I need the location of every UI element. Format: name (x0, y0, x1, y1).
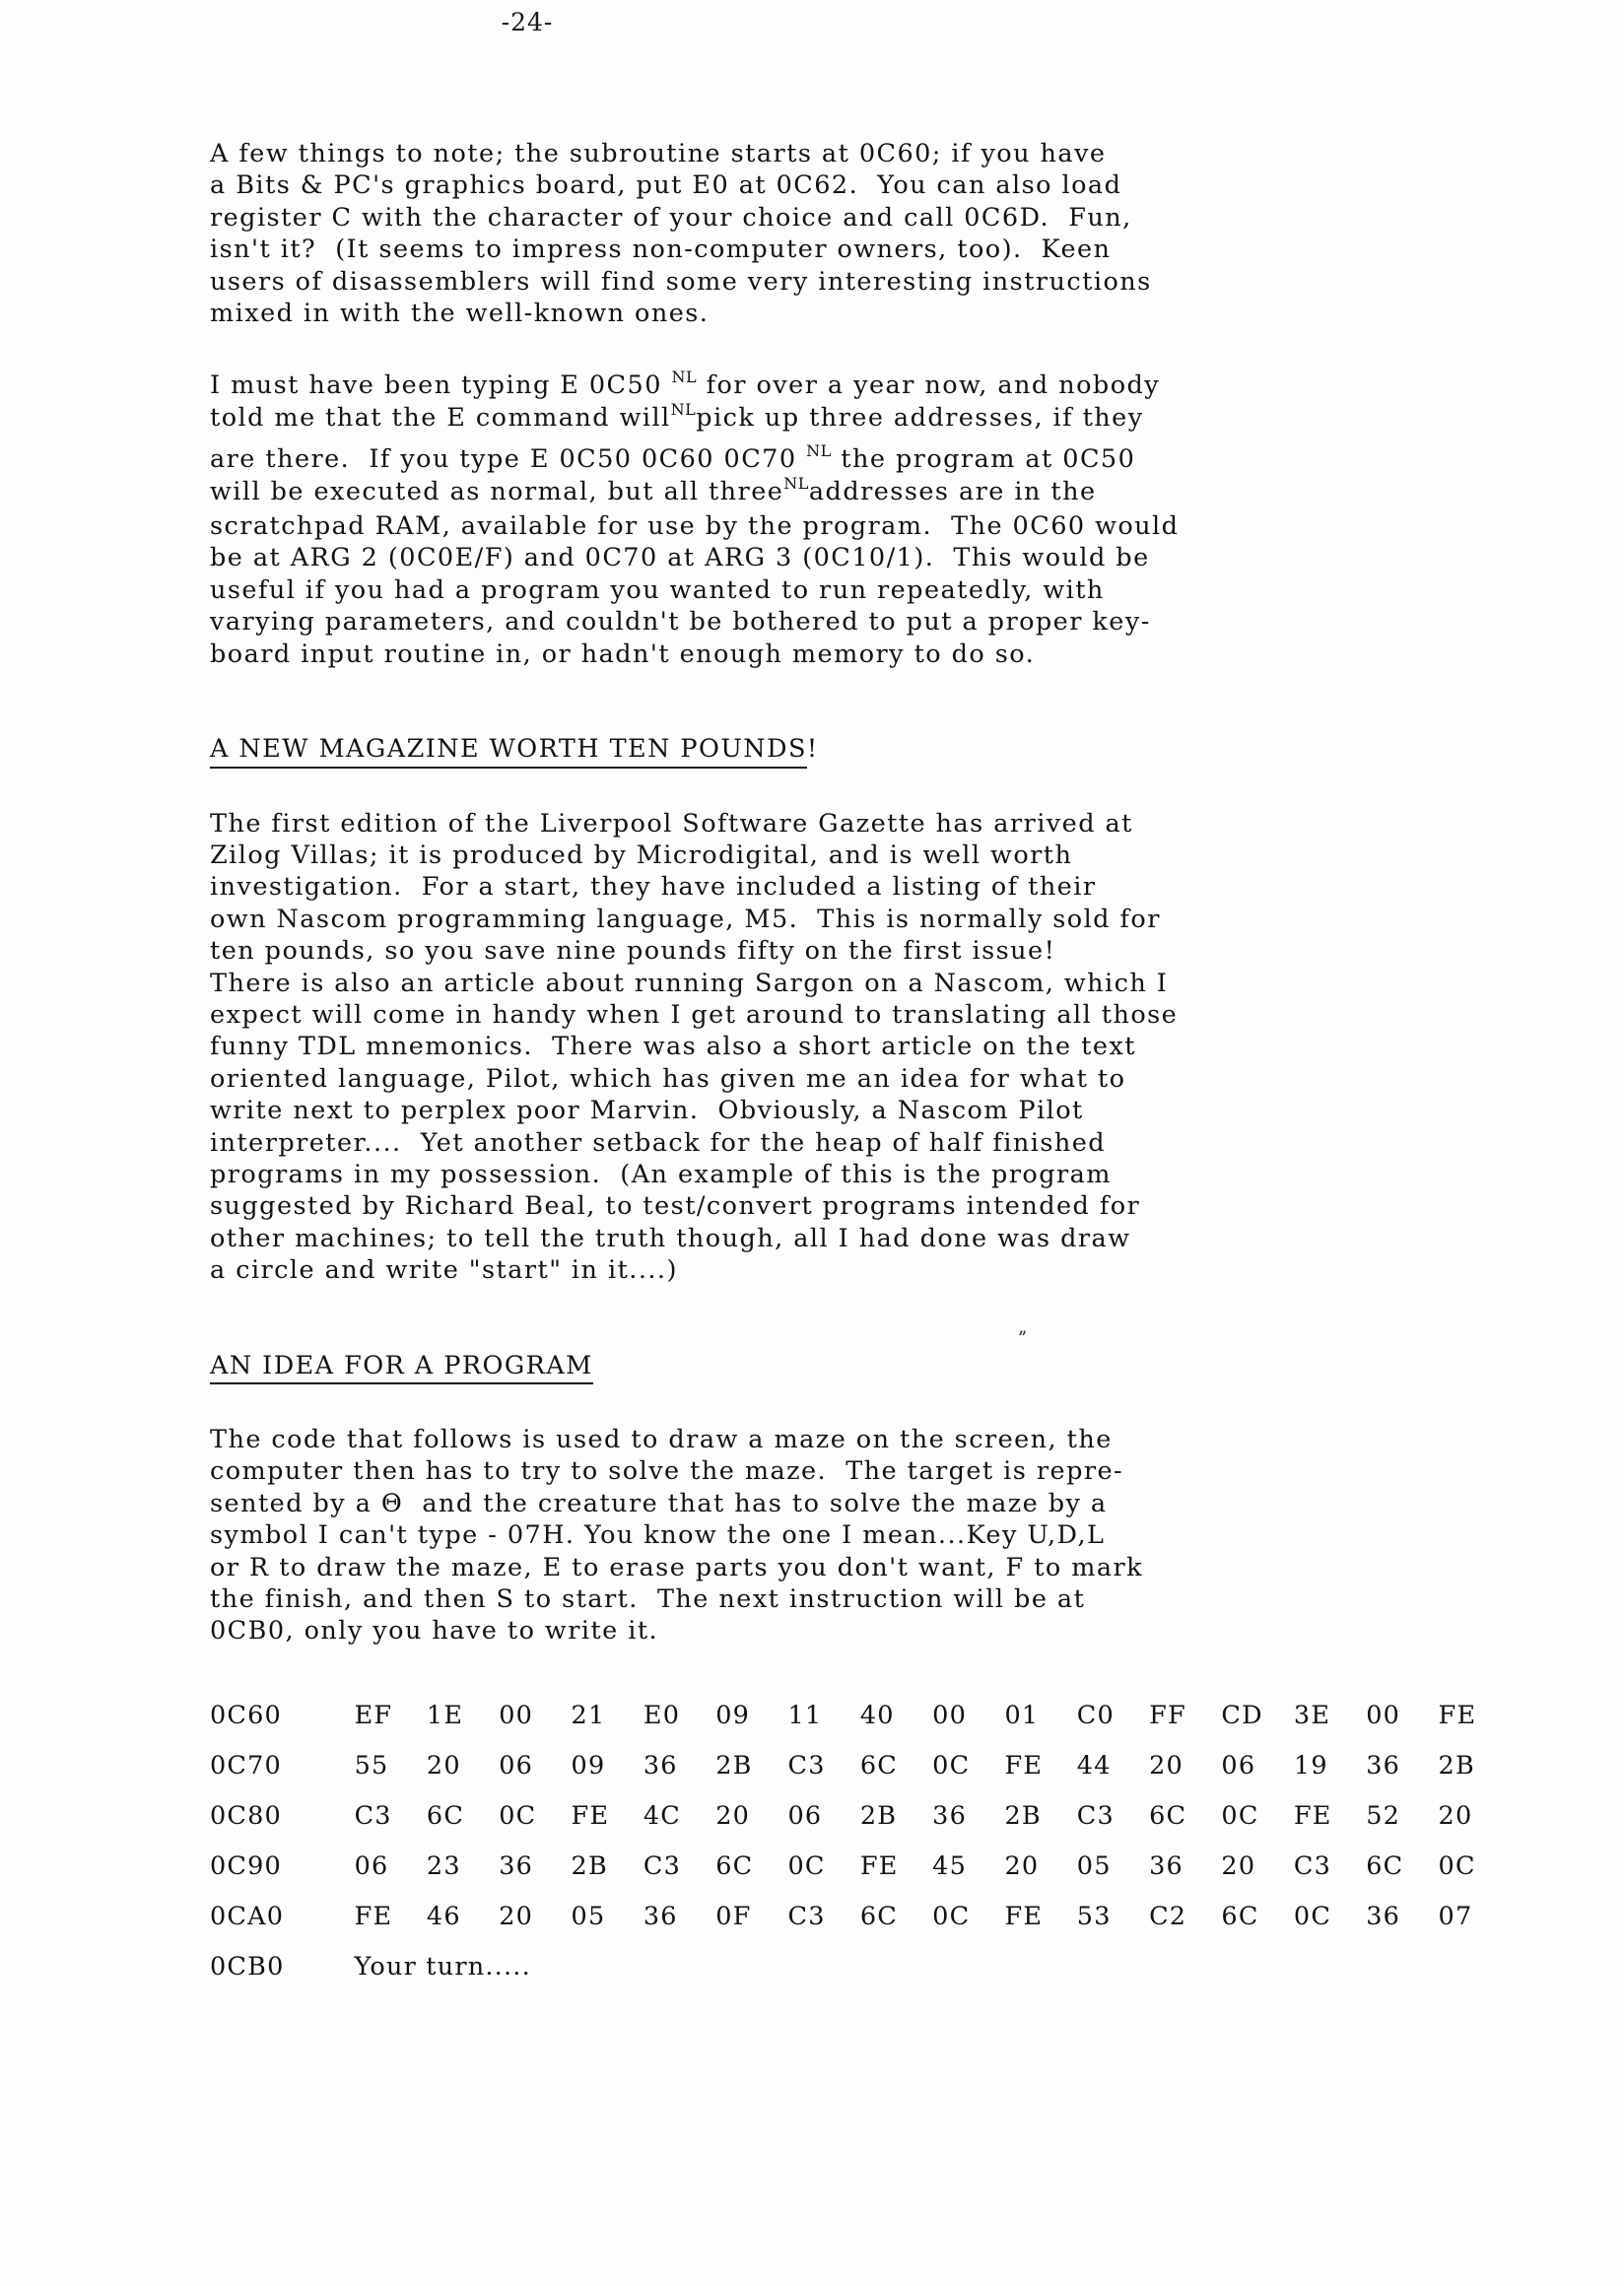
hexdump-byte: 36 (499, 1850, 534, 1881)
section-heading-program: AN IDEA FOR A PROGRAM (210, 1350, 593, 1384)
hexdump-byte: C3 (787, 1901, 826, 1931)
hexdump-byte: FF (1149, 1700, 1186, 1730)
paragraph-line-part: will be executed as normal, but all three (210, 476, 784, 506)
hexdump-byte: 2B (571, 1850, 608, 1881)
hexdump-byte: 20 (499, 1901, 534, 1931)
paragraph-line: or R to draw the maze, E to erase parts you don't want, F to mark (210, 1552, 1144, 1582)
hexdump-byte: 45 (932, 1850, 967, 1881)
paragraph-line: computer then has to try to solve the maze. The target is repre- (210, 1456, 1124, 1487)
hexdump-byte: 0C (499, 1800, 537, 1831)
hexdump-byte: 09 (571, 1750, 606, 1781)
hexdump-byte: C3 (354, 1800, 392, 1831)
hexdump-byte: 00 (932, 1700, 967, 1730)
paragraph-line: write next to perplex poor Marvin. Obviously, a Nascom Pilot (210, 1096, 1084, 1126)
hexdump-byte: 55 (354, 1750, 389, 1781)
table-row (210, 1952, 1511, 2002)
hexdump-byte: E0 (643, 1700, 681, 1730)
paragraph-line: symbol I can't type - 07H. You know the one I mean...Key U,D,L (210, 1520, 1106, 1551)
hexdump-byte: 0C (1293, 1901, 1332, 1931)
hexdump-byte: FE (1004, 1750, 1044, 1781)
paragraph-line-part: addresses are in the (808, 476, 1097, 506)
hexdump-byte: 0C (1438, 1850, 1476, 1881)
paragraph-e-command (210, 363, 1511, 670)
hexdump-byte: 6C (1366, 1850, 1404, 1881)
paragraph-line: useful if you had a program you wanted to run repeatedly, with (210, 574, 1105, 605)
hexdump-address: 0C70 (210, 1750, 282, 1781)
hexdump-byte: C3 (643, 1850, 682, 1881)
hexdump-byte: C2 (1149, 1901, 1187, 1931)
hexdump-byte: 44 (1076, 1750, 1112, 1781)
hexdump-byte: 21 (571, 1700, 606, 1730)
hexdump-byte: FE (859, 1850, 899, 1881)
hexdump-byte: 05 (571, 1901, 606, 1931)
hexdump-byte: 20 (1149, 1750, 1184, 1781)
paragraph-line: users of disassemblers will find some very interesting instructions (210, 266, 1152, 297)
paragraph-line: be at ARG 2 (0C0E/F) and 0C70 at ARG 3 (0C10/1). This would be (210, 543, 1150, 573)
paragraph-line: ten pounds, so you save nine pounds fifty on the first issue! (210, 936, 1056, 967)
paragraph-line: scratchpad RAM, available for use by the program. The 0C60 would (210, 511, 1180, 542)
hexdump-byte: 36 (1366, 1750, 1401, 1781)
hexdump-byte: 36 (932, 1800, 967, 1831)
hexdump-byte: 2B (1004, 1800, 1042, 1831)
hexdump-byte: 06 (354, 1850, 389, 1881)
hexdump-byte: C3 (1293, 1850, 1332, 1881)
page-number: -24- (501, 8, 554, 36)
hexdump-final-note: Your turn..... (354, 1951, 531, 1982)
hexdump-table (210, 1701, 1511, 2002)
paragraph-subroutine-notes (210, 138, 1511, 329)
hexdump-byte: 06 (499, 1750, 534, 1781)
hexdump-byte: 20 (1438, 1800, 1473, 1831)
paragraph-line: expect will come in handy when I get around to translating all those (210, 999, 1179, 1030)
paragraph-line: varying parameters, and couldn't be bothered to put a proper key- (210, 607, 1151, 638)
table-row (210, 1801, 1511, 1851)
hexdump-byte: 00 (1366, 1700, 1401, 1730)
table-row (210, 1851, 1511, 1902)
paragraph-maze-program (210, 1424, 1511, 1647)
paragraph-line: a Bits & PC's graphics board, put E0 at 0C62. You can also load (210, 170, 1122, 201)
hexdump-byte: C3 (1076, 1800, 1115, 1831)
paragraph-line: interpreter.... Yet another setback for the heap of half finished (210, 1127, 1107, 1158)
paragraph-line-part: for over a year now, and nobody (697, 370, 1161, 401)
hexdump-byte: 20 (426, 1750, 461, 1781)
hexdump-address: 0C60 (210, 1700, 282, 1730)
hexdump-byte: 0C (1221, 1800, 1259, 1831)
hexdump-byte: 6C (859, 1750, 898, 1781)
hexdump-byte: 00 (499, 1700, 534, 1730)
hexdump-byte: CD (1221, 1700, 1263, 1730)
hexdump-byte: FE (1004, 1901, 1044, 1931)
hexdump-byte: 06 (1221, 1750, 1256, 1781)
paragraph-liverpool-gazette (210, 808, 1511, 1287)
hexdump-byte: 23 (426, 1850, 461, 1881)
hexdump-byte: C0 (1076, 1700, 1115, 1730)
nl-superscript: NL (670, 399, 697, 419)
hexdump-byte: 52 (1366, 1800, 1401, 1831)
hexdump-byte: 01 (1004, 1700, 1040, 1730)
paragraph-line: isn't it? (It seems to impress non-computer owners, too). Keen (210, 235, 1112, 265)
hexdump-byte: 36 (1149, 1850, 1184, 1881)
paragraph-line: the finish, and then S to start. The next instruction will be at (210, 1584, 1086, 1615)
hexdump-byte: 0C (932, 1750, 971, 1781)
hexdump-byte: 07 (1438, 1901, 1473, 1931)
nl-superscript: NL (671, 368, 698, 387)
hexdump-byte: 6C (859, 1901, 898, 1931)
paragraph-line-part: the program at 0C50 (831, 444, 1136, 475)
hexdump-byte: 36 (643, 1750, 678, 1781)
hexdump-byte: 40 (859, 1700, 895, 1730)
hexdump-byte: 06 (787, 1800, 823, 1831)
hexdump-byte: 4C (643, 1800, 682, 1831)
hexdump-byte: 6C (426, 1800, 465, 1831)
hexdump-byte: 6C (1149, 1800, 1187, 1831)
hexdump-byte: EF (354, 1700, 393, 1730)
hexdump-address: 0CA0 (210, 1901, 285, 1931)
section-heading-magazine-row (210, 733, 1511, 768)
hexdump-byte: 20 (1004, 1850, 1040, 1881)
table-row (210, 1751, 1511, 1801)
paragraph-line-part: are there. If you type E 0C50 0C60 0C70 (210, 444, 807, 475)
hexdump-byte: 09 (715, 1700, 751, 1730)
hexdump-address: 0CB0 (210, 1951, 285, 1982)
paragraph-line: own Nascom programming language, M5. This is normally sold for (210, 904, 1161, 934)
paragraph-line: suggested by Richard Beal, to test/convert programs intended for (210, 1191, 1141, 1222)
paragraph-line: investigation. For a start, they have included a listing of their (210, 872, 1097, 903)
paragraph-line: programs in my possession. (An example of this is the program (210, 1159, 1112, 1189)
nl-superscript: NL (806, 441, 832, 461)
hexdump-byte: 11 (787, 1700, 823, 1730)
hexdump-byte: 3E (1293, 1700, 1331, 1730)
paragraph-line-part: pick up three addresses, if they (696, 402, 1144, 433)
paragraph-line: There is also an article about running Sargon on a Nascom, which I (210, 968, 1169, 998)
spacer (210, 1320, 1511, 1350)
section-heading-magazine: A NEW MAGAZINE WORTH TEN POUNDS (210, 733, 807, 768)
hexdump-byte: 0F (715, 1901, 752, 1931)
hexdump-byte: C3 (787, 1750, 826, 1781)
paragraph-line: A few things to note; the subroutine starts at 0C60; if you have (210, 139, 1107, 168)
hexdump-byte: FE (354, 1901, 393, 1931)
paragraph-line: other machines; to tell the truth though, all I had done was draw (210, 1223, 1131, 1253)
paragraph-line: mixed in with the well-known ones. (210, 299, 710, 329)
section-heading-program-row (210, 1350, 1511, 1384)
hexdump-byte: 05 (1076, 1850, 1112, 1881)
paragraph-line: board input routine in, or hadn't enough memory to do so. (210, 639, 1036, 669)
hexdump-byte: 2B (859, 1800, 898, 1831)
hexdump-byte: 19 (1293, 1750, 1328, 1781)
paragraph-line: funny TDL mnemonics. There was also a short article on the text (210, 1032, 1136, 1062)
paragraph-line: oriented language, Pilot, which has given me an idea for what to (210, 1063, 1126, 1094)
paragraph-line: The code that follows is used to draw a maze on the screen, the (210, 1425, 1113, 1454)
spacer (210, 704, 1511, 733)
hexdump-byte: FE (1438, 1700, 1477, 1730)
hexdump-byte: 36 (643, 1901, 678, 1931)
paragraph-line-part: told me that the E command will (210, 402, 671, 433)
paragraph-line: 0CB0, only you have to write it. (210, 1616, 659, 1647)
hexdump-byte: 1E (426, 1700, 464, 1730)
hexdump-byte: FE (571, 1800, 610, 1831)
nl-superscript: NL (783, 473, 809, 493)
hexdump-body (210, 1701, 1511, 2002)
hexdump-byte: 6C (715, 1850, 754, 1881)
hexdump-address: 0C90 (210, 1850, 282, 1881)
paragraph-line: sented by a Θ and the creature that has to solve the maze by a (210, 1488, 1108, 1518)
hexdump-byte: 0C (932, 1901, 971, 1931)
hexdump-byte: 0C (787, 1850, 826, 1881)
table-row (210, 1902, 1511, 1952)
hexdump-byte: FE (1293, 1800, 1332, 1831)
hexdump-byte: 46 (426, 1901, 461, 1931)
paragraph-line: register C with the character of your choice and call 0C6D. Fun, (210, 202, 1132, 233)
paragraph-line: Zilog Villas; it is produced by Microdigital, and is well worth (210, 840, 1073, 870)
paragraph-line: The first edition of the Liverpool Software Gazette has arrived at (210, 808, 1133, 839)
stray-ink-mark: ˮ (1017, 1326, 1029, 1350)
hexdump-byte: 53 (1076, 1901, 1112, 1931)
spacer (210, 1647, 1511, 1691)
paragraph-line: a circle and write "start" in it....) (210, 1255, 678, 1286)
hexdump-address: 0C80 (210, 1800, 282, 1831)
section-heading-magazine-exclamation: ! (806, 734, 819, 765)
document-body (210, 138, 1511, 2002)
paragraph-line-part: I must have been typing E 0C50 (210, 370, 672, 401)
hexdump-byte: 2B (715, 1750, 753, 1781)
hexdump-byte: 36 (1366, 1901, 1401, 1931)
table-row (210, 1701, 1511, 1751)
hexdump-byte: 2B (1438, 1750, 1475, 1781)
hexdump-byte: 20 (1221, 1850, 1256, 1881)
hexdump-byte: 20 (715, 1800, 751, 1831)
hexdump-byte: 6C (1221, 1901, 1259, 1931)
